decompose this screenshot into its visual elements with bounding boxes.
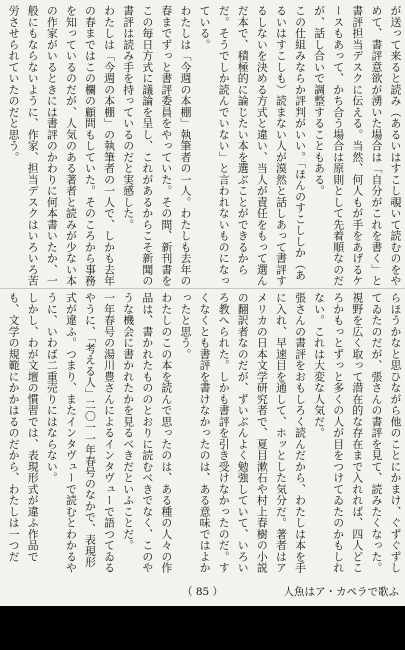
paragraph: らほうかなと思ひながら他のことにかまけ、ぐずぐずしてゐたのだが、張さんの書評を見て、読みたくなった。視野を広く取って潜在的な存在まで入れれば、四人どころかもっとずっと多くの人が目をつけてゐたのかもしれない。これは大変な人気だ。 <box>312 292 402 574</box>
paragraph: わたしは「今週の本棚」の執筆者の一人で、しかも去年の春まではこの欄の顧問もしていた。そのころから事務を知っているのだが、人気のある著者と読みが少ない本の作家がいるときには書評のかわりに何本書いたか、一般にもならないように、作家、担当デスクはいろいろ苦労させられていたのだと思う。 <box>7 5 116 287</box>
paragraph: わたしのこの本を読んで思ったのは、ある種の人々の作品は、書かれたもののとおりに読むべきでなく、このやうな機会に書かれたかを見るべきだといふことだ。 <box>121 292 173 574</box>
paragraph: 張さんの書評をおもしろく読んだから、わたしは本を手に入れ、早速目を通して、ホッとした気分だ。著者はアメリカの日本文学研究者で、夏目漱石や村上春樹の小説の翻訳者なのだが、ずいぶんよく勉強していて、いろいろ教へられた。しかも書評を引き受けなかったのだ。すくなくとも書評を書けなかったのは、ある意味ではよかったと思う。 <box>178 292 307 574</box>
paragraph: わたしは「今週の本棚」執筆者の一人。わたしも去年の春までずっと書評委員をやっていた。その間、新刊書をこの毎日方式に議論を呈し、これがあるからこそ新聞の書評は読み手を持っているのだと実感した。 <box>121 5 192 287</box>
paragraph: しかし、わが文壇の慣習では、表現形式が違ふ作品でも、文学の規範にかかはるのだから、わたしは一つだ <box>7 292 40 562</box>
page-footer <box>0 582 405 600</box>
running-title: 人魚はア・カペラで歌ふ <box>283 586 399 598</box>
page-number: （ 85 ） <box>181 586 224 598</box>
column-divider <box>0 288 405 289</box>
paragraph: 一年春号の湯川豊さんによるインタヴューで語つてゐるやうに、「考える人」二〇一一年春号のなかで、表現形式が違ふ。つまり、またインタヴューで読むとわかるやうに、いわば二重売りにはならない。 <box>45 292 116 574</box>
top-text-column <box>0 5 405 287</box>
paragraph: この仕組みならか評判がいい。「ほんのすこししか（あるいはすこしも）読まない人が漠然と話しあって書評するしないを決める方式と違い、当人が責任をもって選んだ本で、積極的に論じたい本を選ぶことができるからだ。そうでしか読んでいない」と言われないものになっている。 <box>198 5 307 287</box>
bottom-text-column <box>0 292 405 574</box>
paragraph: が送って来ると読み（あるいはすこし覗いて読むのをやめて、書評意欲が湧いた場合は「自分がこれを書く」と書評担当デスクに伝える。当然、何人もが手をあげるケースもあって、かち合う場合は原則として先着順なのだが、話し合いで調整することもある。 <box>312 5 402 287</box>
paragraph <box>0 5 4 287</box>
